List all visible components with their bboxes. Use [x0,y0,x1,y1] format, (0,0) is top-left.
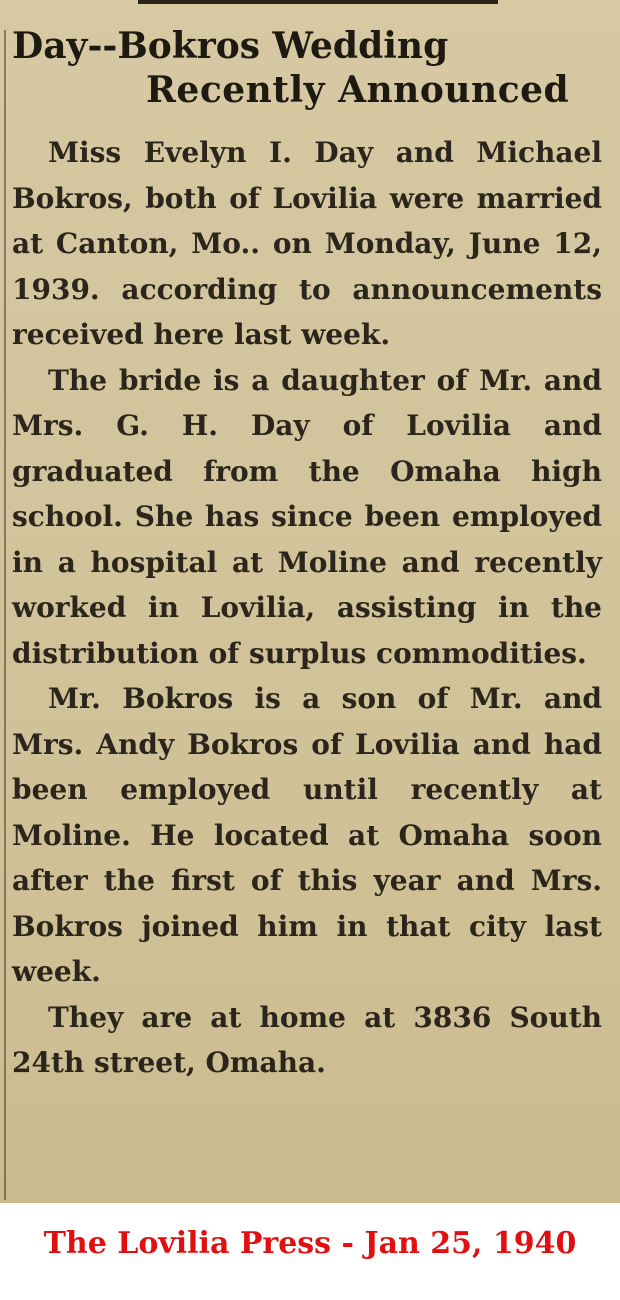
column-rule [4,30,6,1200]
article-body [12,130,602,1086]
source-caption: The Lovilia Press - Jan 25, 1940 [43,1226,577,1261]
paragraph-3: Mr. Bokros is a son of Mr. and Mrs. Andy Bokros of Lovilia and had been employed until recently at Moline. He located at Omaha soon after the first of this year and Mrs. Bokros joined him in that city last week. [12,682,602,988]
paragraph-1: Miss Evelyn I. Day and Michael Bokros, both of Lovilia were married at Canton, Mo.. on Monday, June 12, 1939. according to announcements received here last week. [12,136,602,351]
paragraph-2: The bride is a daughter of Mr. and Mrs. G. H. Day of Lovilia and graduated from the Omaha high school. She has since been employed in a hospital at Moline and recently worked in Lovilia, assisting in the distribution of surplus commodities. [12,363,602,670]
headline-line-2: Recently Announced [146,69,570,111]
top-rule [138,0,498,4]
headline-line-1: Day--Bokros Wedding [12,25,449,67]
paragraph-4: They are at home at 3836 South 24th street, Omaha. [12,1000,602,1079]
headline [10,24,610,112]
